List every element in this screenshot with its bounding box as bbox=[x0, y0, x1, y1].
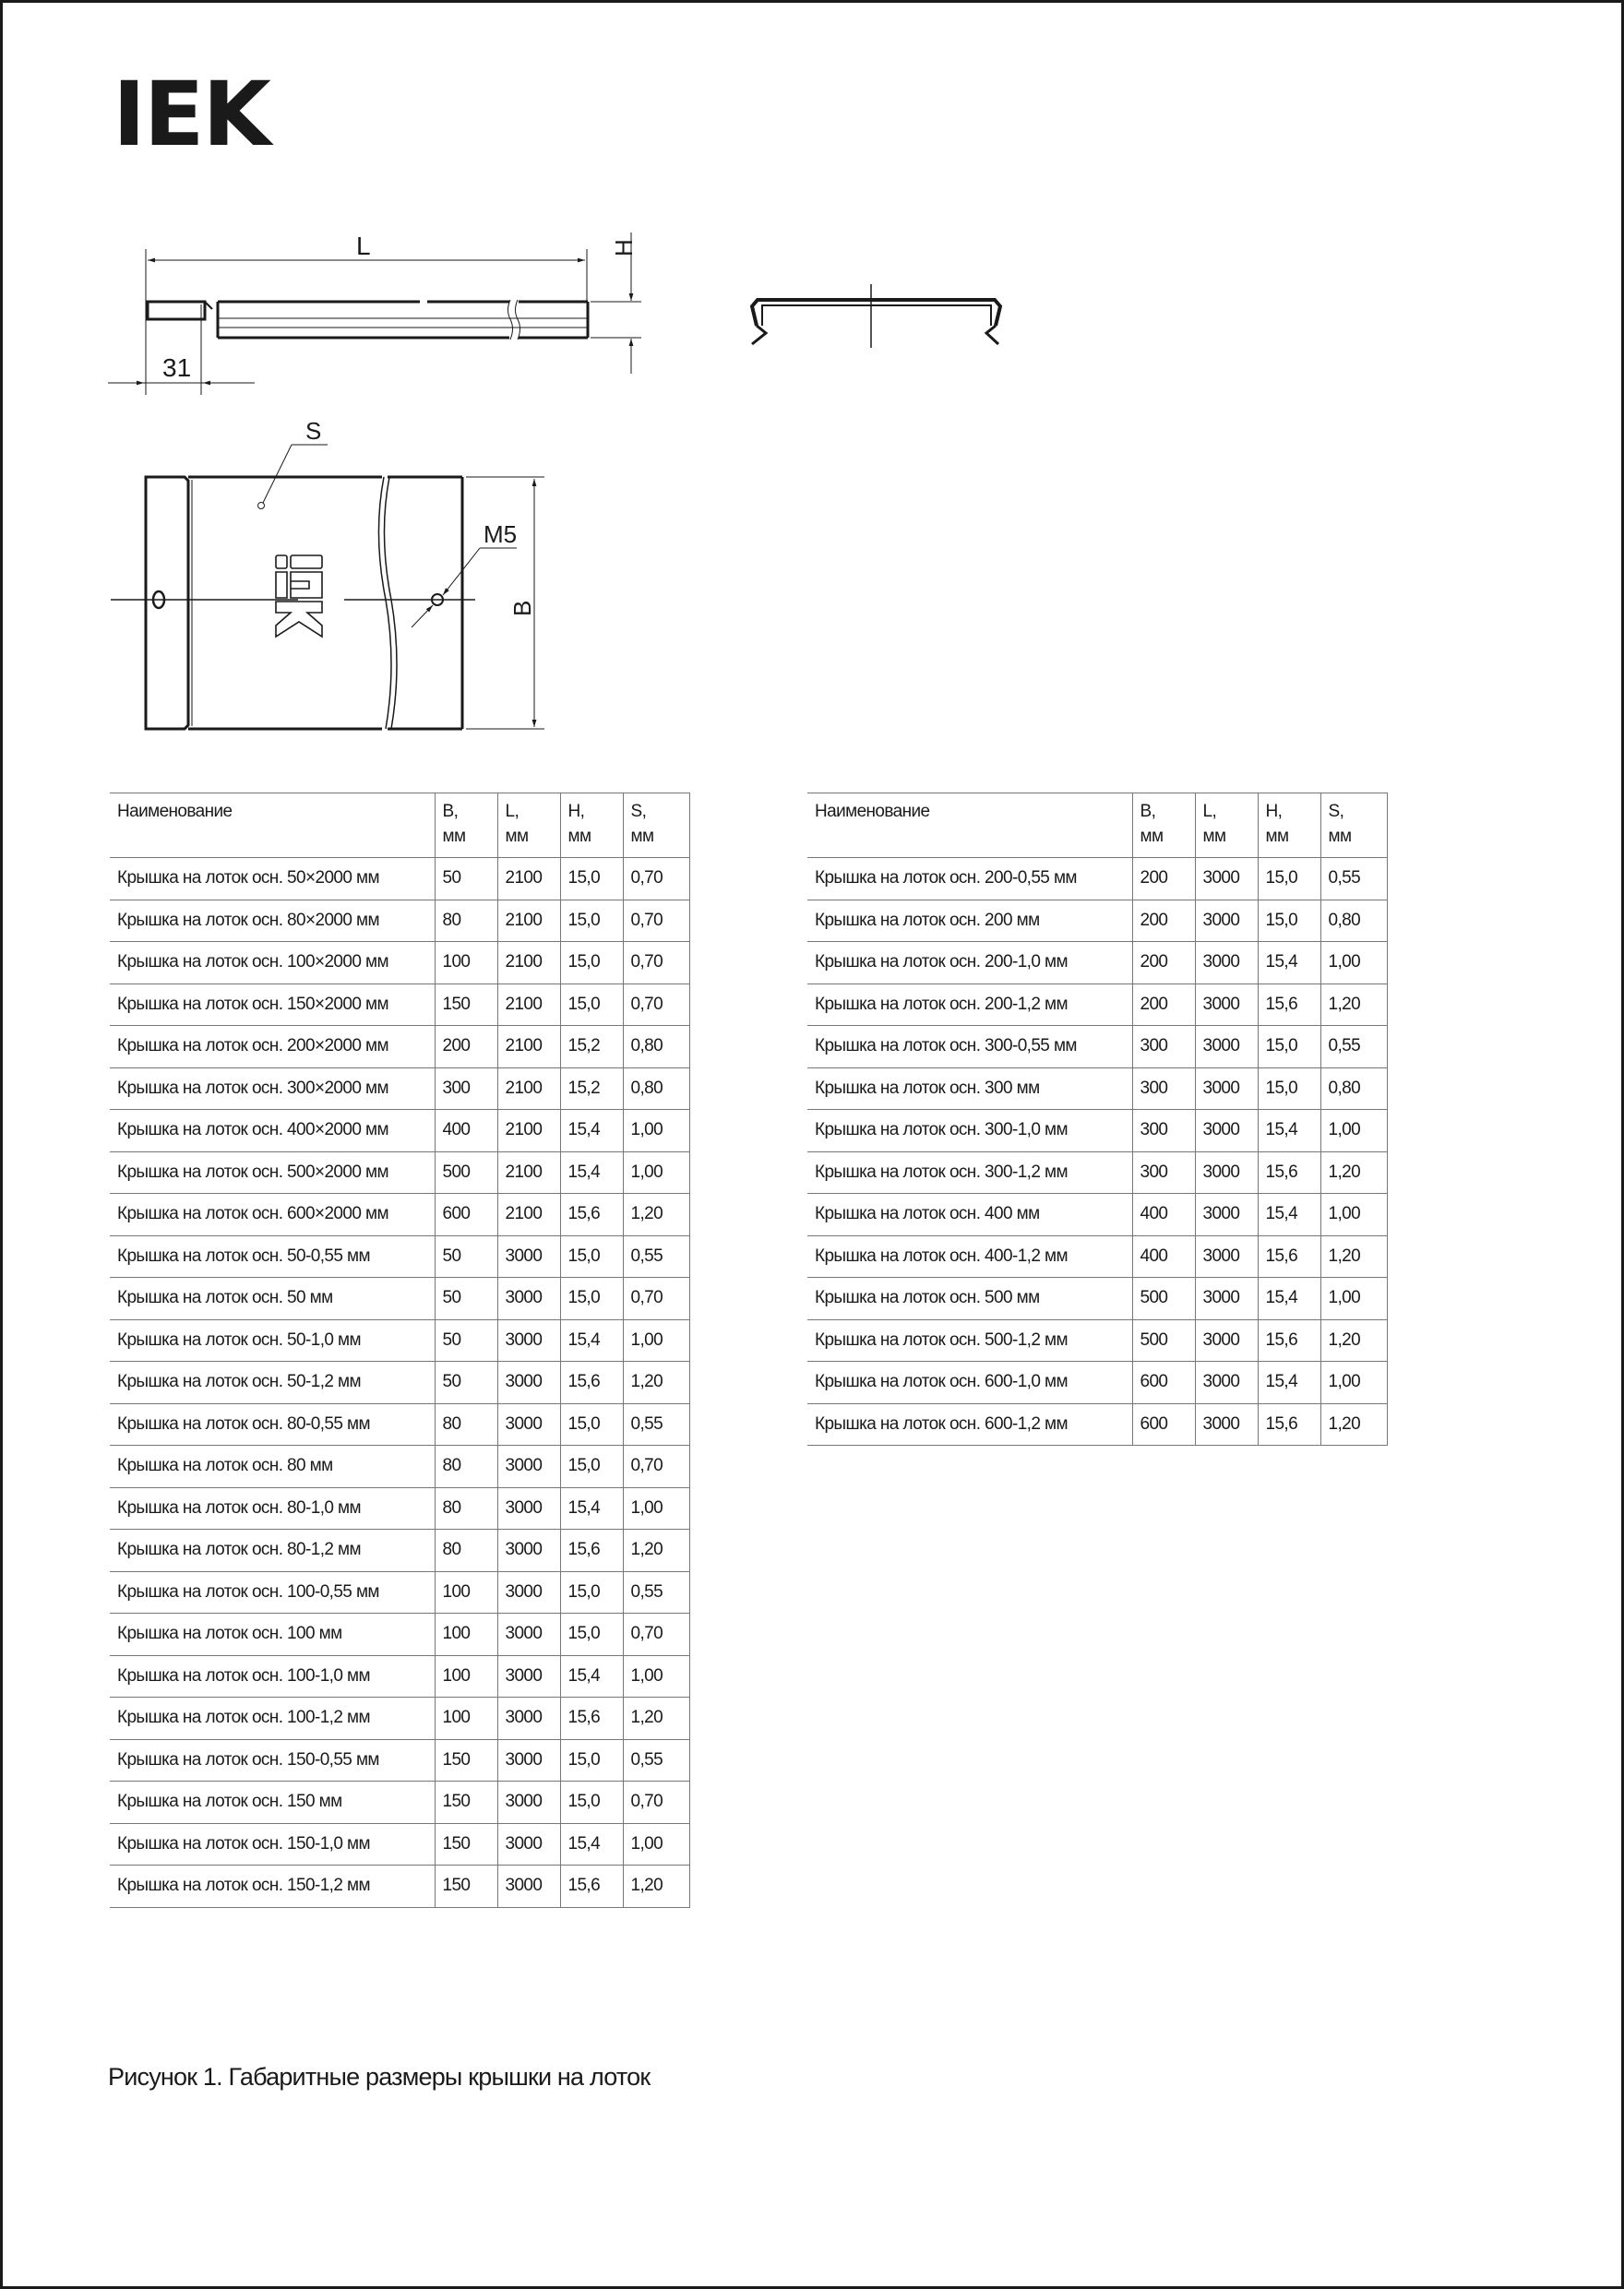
cell-h: 15,6 bbox=[560, 1866, 623, 1908]
header-s-label: S, bbox=[1328, 802, 1344, 821]
cell-s: 0,70 bbox=[623, 900, 689, 942]
cell-l: 3000 bbox=[497, 1698, 560, 1740]
cell-l: 3000 bbox=[497, 1403, 560, 1446]
cell-l: 3000 bbox=[1195, 1403, 1258, 1446]
cell-h: 15,0 bbox=[560, 942, 623, 984]
cell-b: 600 bbox=[1132, 1403, 1195, 1446]
table-row bbox=[110, 1530, 689, 1572]
cell-name: Крышка на лоток осн. 300×2000 мм bbox=[110, 1067, 435, 1110]
header-l bbox=[497, 793, 560, 858]
cell-l: 3000 bbox=[497, 1866, 560, 1908]
dim-label-S: S bbox=[305, 417, 322, 445]
cell-b: 200 bbox=[435, 1026, 497, 1068]
cell-s: 0,70 bbox=[623, 984, 689, 1026]
cell-h: 15,6 bbox=[1258, 1319, 1320, 1362]
cell-name: Крышка на лоток осн. 80-0,55 мм bbox=[110, 1403, 435, 1446]
cell-name: Крышка на лоток осн. 50-0,55 мм bbox=[110, 1235, 435, 1278]
cell-h: 15,0 bbox=[560, 1403, 623, 1446]
cell-b: 50 bbox=[435, 1278, 497, 1320]
cell-name: Крышка на лоток осн. 50-1,0 мм bbox=[110, 1319, 435, 1362]
cell-l: 3000 bbox=[1195, 1278, 1258, 1320]
iek-logo: IEK bbox=[113, 63, 269, 166]
cell-b: 300 bbox=[1132, 1110, 1195, 1152]
spec-table-left bbox=[110, 793, 690, 1908]
cell-h: 15,4 bbox=[560, 1823, 623, 1866]
cell-l: 2100 bbox=[497, 1026, 560, 1068]
cell-l: 3000 bbox=[1195, 1319, 1258, 1362]
cell-b: 150 bbox=[435, 1823, 497, 1866]
cell-name: Крышка на лоток осн. 200 мм bbox=[807, 900, 1132, 942]
table-row bbox=[110, 1278, 689, 1320]
cell-b: 400 bbox=[435, 1110, 497, 1152]
table-row bbox=[807, 1319, 1387, 1362]
cell-name: Крышка на лоток осн. 150-0,55 мм bbox=[110, 1739, 435, 1782]
cell-name: Крышка на лоток осн. 400 мм bbox=[807, 1194, 1132, 1236]
header-s-unit: мм bbox=[1328, 827, 1352, 846]
table-row bbox=[807, 1362, 1387, 1404]
cell-h: 15,0 bbox=[560, 1614, 623, 1656]
cell-h: 15,6 bbox=[560, 1362, 623, 1404]
cell-s: 1,20 bbox=[1320, 1235, 1387, 1278]
cell-b: 150 bbox=[435, 1866, 497, 1908]
table-row bbox=[110, 1487, 689, 1530]
table-row bbox=[110, 1319, 689, 1362]
spec-table-right bbox=[807, 793, 1388, 1446]
cell-b: 100 bbox=[435, 1698, 497, 1740]
cell-l: 3000 bbox=[497, 1487, 560, 1530]
technical-drawing bbox=[0, 0, 1624, 757]
cell-b: 50 bbox=[435, 1319, 497, 1362]
cell-h: 15,6 bbox=[560, 1194, 623, 1236]
cell-h: 15,0 bbox=[560, 984, 623, 1026]
cell-b: 80 bbox=[435, 1487, 497, 1530]
header-name-label: Наименование bbox=[117, 802, 233, 821]
cell-s: 0,80 bbox=[1320, 1067, 1387, 1110]
cell-l: 2100 bbox=[497, 984, 560, 1026]
header-h-label: H, bbox=[567, 802, 585, 821]
table-row bbox=[807, 984, 1387, 1026]
cell-s: 1,20 bbox=[623, 1698, 689, 1740]
cell-b: 80 bbox=[435, 1446, 497, 1488]
cell-l: 3000 bbox=[1195, 1067, 1258, 1110]
cell-s: 1,00 bbox=[623, 1655, 689, 1698]
cell-h: 15,4 bbox=[560, 1487, 623, 1530]
cell-name: Крышка на лоток осн. 100-1,0 мм bbox=[110, 1655, 435, 1698]
cell-name: Крышка на лоток осн. 100×2000 мм bbox=[110, 942, 435, 984]
cell-s: 0,55 bbox=[623, 1739, 689, 1782]
cell-h: 15,2 bbox=[560, 1067, 623, 1110]
header-b-label: B, bbox=[442, 802, 459, 821]
table-row bbox=[807, 1194, 1387, 1236]
header-l-label: L, bbox=[505, 802, 519, 821]
table-row bbox=[110, 942, 689, 984]
cell-l: 3000 bbox=[497, 1614, 560, 1656]
table-row bbox=[110, 1655, 689, 1698]
cell-s: 0,70 bbox=[623, 1614, 689, 1656]
table-row bbox=[110, 1067, 689, 1110]
cell-b: 200 bbox=[1132, 984, 1195, 1026]
cell-s: 1,20 bbox=[1320, 1403, 1387, 1446]
cell-l: 3000 bbox=[1195, 942, 1258, 984]
cell-name: Крышка на лоток осн. 300-0,55 мм bbox=[807, 1026, 1132, 1068]
cell-name: Крышка на лоток осн. 150-1,0 мм bbox=[110, 1823, 435, 1866]
cell-s: 1,00 bbox=[623, 1487, 689, 1530]
cell-l: 2100 bbox=[497, 1110, 560, 1152]
cell-s: 0,70 bbox=[623, 1278, 689, 1320]
cell-h: 15,0 bbox=[560, 1782, 623, 1824]
cell-b: 400 bbox=[1132, 1235, 1195, 1278]
cell-h: 15,4 bbox=[1258, 1110, 1320, 1152]
cell-name: Крышка на лоток осн. 400×2000 мм bbox=[110, 1110, 435, 1152]
header-b-unit: мм bbox=[1140, 827, 1164, 846]
cell-s: 1,20 bbox=[623, 1362, 689, 1404]
cell-h: 15,0 bbox=[560, 858, 623, 900]
cell-l: 3000 bbox=[497, 1823, 560, 1866]
cell-h: 15,0 bbox=[1258, 1026, 1320, 1068]
cell-name: Крышка на лоток осн. 50-1,2 мм bbox=[110, 1362, 435, 1404]
table-row bbox=[110, 1235, 689, 1278]
cell-l: 2100 bbox=[497, 942, 560, 984]
cell-l: 3000 bbox=[497, 1655, 560, 1698]
cell-name: Крышка на лоток осн. 150-1,2 мм bbox=[110, 1866, 435, 1908]
cell-b: 300 bbox=[1132, 1151, 1195, 1194]
cell-l: 3000 bbox=[497, 1739, 560, 1782]
cross-section bbox=[752, 284, 1000, 348]
table-row bbox=[110, 858, 689, 900]
header-b-label: B, bbox=[1140, 802, 1156, 821]
header-b bbox=[435, 793, 497, 858]
header-h bbox=[560, 793, 623, 858]
table-header-row bbox=[110, 793, 689, 858]
cell-l: 3000 bbox=[497, 1362, 560, 1404]
cell-h: 15,4 bbox=[1258, 1362, 1320, 1404]
cell-h: 15,6 bbox=[560, 1530, 623, 1572]
table-row bbox=[110, 1403, 689, 1446]
cell-l: 3000 bbox=[497, 1571, 560, 1614]
cell-b: 100 bbox=[435, 1614, 497, 1656]
header-s bbox=[1320, 793, 1387, 858]
cell-h: 15,0 bbox=[1258, 858, 1320, 900]
cell-l: 3000 bbox=[1195, 1026, 1258, 1068]
header-name bbox=[807, 793, 1132, 858]
cell-l: 2100 bbox=[497, 1151, 560, 1194]
cell-name: Крышка на лоток осн. 50×2000 мм bbox=[110, 858, 435, 900]
cell-s: 1,00 bbox=[623, 1319, 689, 1362]
table-row bbox=[807, 1026, 1387, 1068]
table-row bbox=[110, 1866, 689, 1908]
cell-name: Крышка на лоток осн. 600-1,2 мм bbox=[807, 1403, 1132, 1446]
table-row bbox=[110, 1698, 689, 1740]
cell-h: 15,6 bbox=[560, 1698, 623, 1740]
header-h bbox=[1258, 793, 1320, 858]
cell-h: 15,0 bbox=[1258, 1067, 1320, 1110]
cell-s: 0,55 bbox=[623, 1571, 689, 1614]
cell-s: 1,00 bbox=[1320, 1194, 1387, 1236]
cell-b: 200 bbox=[1132, 900, 1195, 942]
cell-b: 300 bbox=[1132, 1067, 1195, 1110]
cell-b: 400 bbox=[1132, 1194, 1195, 1236]
cell-h: 15,0 bbox=[560, 1278, 623, 1320]
cell-s: 1,20 bbox=[623, 1194, 689, 1236]
cell-b: 500 bbox=[435, 1151, 497, 1194]
cell-name: Крышка на лоток осн. 200×2000 мм bbox=[110, 1026, 435, 1068]
cell-s: 1,20 bbox=[623, 1530, 689, 1572]
cell-name: Крышка на лоток осн. 150×2000 мм bbox=[110, 984, 435, 1026]
cell-s: 0,70 bbox=[623, 942, 689, 984]
dim-label-M5: M5 bbox=[484, 520, 518, 548]
cell-name: Крышка на лоток осн. 80-1,0 мм bbox=[110, 1487, 435, 1530]
cell-name: Крышка на лоток осн. 400-1,2 мм bbox=[807, 1235, 1132, 1278]
cell-l: 3000 bbox=[497, 1782, 560, 1824]
cell-l: 2100 bbox=[497, 1194, 560, 1236]
table-row bbox=[807, 900, 1387, 942]
cell-l: 3000 bbox=[1195, 984, 1258, 1026]
cell-h: 15,2 bbox=[560, 1026, 623, 1068]
cell-b: 80 bbox=[435, 1403, 497, 1446]
cell-b: 50 bbox=[435, 858, 497, 900]
table-row bbox=[110, 984, 689, 1026]
cell-h: 15,0 bbox=[560, 1739, 623, 1782]
cell-name: Крышка на лоток осн. 50 мм bbox=[110, 1278, 435, 1320]
cell-name: Крышка на лоток осн. 80×2000 мм bbox=[110, 900, 435, 942]
cell-b: 200 bbox=[1132, 858, 1195, 900]
cell-s: 0,80 bbox=[1320, 900, 1387, 942]
cell-l: 3000 bbox=[497, 1235, 560, 1278]
cell-b: 600 bbox=[435, 1194, 497, 1236]
cell-b: 150 bbox=[435, 1782, 497, 1824]
cell-name: Крышка на лоток осн. 80-1,2 мм bbox=[110, 1530, 435, 1572]
cell-h: 15,6 bbox=[1258, 984, 1320, 1026]
cell-b: 100 bbox=[435, 1571, 497, 1614]
cell-h: 15,0 bbox=[560, 900, 623, 942]
cell-name: Крышка на лоток осн. 600×2000 мм bbox=[110, 1194, 435, 1236]
cell-l: 3000 bbox=[1195, 900, 1258, 942]
cell-l: 2100 bbox=[497, 858, 560, 900]
cell-name: Крышка на лоток осн. 600-1,0 мм bbox=[807, 1362, 1132, 1404]
dim-label-B: B bbox=[508, 600, 536, 616]
cell-b: 600 bbox=[1132, 1362, 1195, 1404]
table-row bbox=[807, 1151, 1387, 1194]
table-row bbox=[110, 1614, 689, 1656]
header-l-unit: мм bbox=[505, 827, 529, 846]
header-h-unit: мм bbox=[1265, 827, 1289, 846]
dim-label-H: H bbox=[610, 239, 638, 256]
cell-name: Крышка на лоток осн. 100-1,2 мм bbox=[110, 1698, 435, 1740]
header-b bbox=[1132, 793, 1195, 858]
cell-l: 2100 bbox=[497, 900, 560, 942]
cell-h: 15,0 bbox=[560, 1571, 623, 1614]
cell-h: 15,4 bbox=[560, 1110, 623, 1152]
cell-h: 15,6 bbox=[1258, 1403, 1320, 1446]
cell-h: 15,0 bbox=[1258, 900, 1320, 942]
cell-h: 15,4 bbox=[1258, 942, 1320, 984]
cell-h: 15,4 bbox=[560, 1319, 623, 1362]
table-row bbox=[110, 1782, 689, 1824]
header-name bbox=[110, 793, 435, 858]
cell-s: 0,80 bbox=[623, 1067, 689, 1110]
cell-name: Крышка на лоток осн. 500-1,2 мм bbox=[807, 1319, 1132, 1362]
cell-b: 80 bbox=[435, 1530, 497, 1572]
header-s-unit: мм bbox=[630, 827, 654, 846]
cell-h: 15,6 bbox=[1258, 1151, 1320, 1194]
dim-label-L: L bbox=[356, 232, 371, 260]
cell-s: 1,00 bbox=[1320, 942, 1387, 984]
header-l-unit: мм bbox=[1202, 827, 1226, 846]
cell-l: 3000 bbox=[1195, 1194, 1258, 1236]
cell-s: 0,70 bbox=[623, 1782, 689, 1824]
table-row bbox=[110, 1571, 689, 1614]
cell-l: 3000 bbox=[1195, 858, 1258, 900]
cell-name: Крышка на лоток осн. 500×2000 мм bbox=[110, 1151, 435, 1194]
table-row bbox=[807, 1067, 1387, 1110]
cell-b: 300 bbox=[1132, 1026, 1195, 1068]
header-s-label: S, bbox=[630, 802, 647, 821]
cell-h: 15,0 bbox=[560, 1446, 623, 1488]
cell-s: 1,00 bbox=[1320, 1110, 1387, 1152]
cell-name: Крышка на лоток осн. 200-0,55 мм bbox=[807, 858, 1132, 900]
cell-b: 500 bbox=[1132, 1278, 1195, 1320]
cell-name: Крышка на лоток осн. 200-1,0 мм bbox=[807, 942, 1132, 984]
table-row bbox=[110, 1110, 689, 1152]
table-row bbox=[807, 1235, 1387, 1278]
cell-s: 1,20 bbox=[623, 1866, 689, 1908]
cell-l: 3000 bbox=[497, 1446, 560, 1488]
cell-b: 50 bbox=[435, 1235, 497, 1278]
table-row bbox=[110, 1739, 689, 1782]
cell-b: 300 bbox=[435, 1067, 497, 1110]
cell-s: 1,00 bbox=[1320, 1362, 1387, 1404]
cell-b: 100 bbox=[435, 942, 497, 984]
cell-s: 0,80 bbox=[623, 1026, 689, 1068]
cell-l: 2100 bbox=[497, 1067, 560, 1110]
cell-l: 3000 bbox=[497, 1530, 560, 1572]
cell-s: 1,00 bbox=[623, 1151, 689, 1194]
cell-name: Крышка на лоток осн. 100 мм bbox=[110, 1614, 435, 1656]
cell-l: 3000 bbox=[1195, 1362, 1258, 1404]
cell-name: Крышка на лоток осн. 300 мм bbox=[807, 1067, 1132, 1110]
cell-s: 0,55 bbox=[1320, 1026, 1387, 1068]
header-s bbox=[623, 793, 689, 858]
cell-s: 0,55 bbox=[1320, 858, 1387, 900]
table-row bbox=[110, 1194, 689, 1236]
cell-name: Крышка на лоток осн. 500 мм bbox=[807, 1278, 1132, 1320]
cell-b: 500 bbox=[1132, 1319, 1195, 1362]
header-l bbox=[1195, 793, 1258, 858]
cell-s: 1,00 bbox=[1320, 1278, 1387, 1320]
cell-h: 15,4 bbox=[1258, 1194, 1320, 1236]
cell-s: 1,00 bbox=[623, 1110, 689, 1152]
cell-s: 0,70 bbox=[623, 858, 689, 900]
table-row bbox=[110, 1151, 689, 1194]
cell-name: Крышка на лоток осн. 80 мм bbox=[110, 1446, 435, 1488]
cell-s: 1,20 bbox=[1320, 1319, 1387, 1362]
cell-name: Крышка на лоток осн. 300-1,2 мм bbox=[807, 1151, 1132, 1194]
table-row bbox=[110, 1823, 689, 1866]
header-h-label: H, bbox=[1265, 802, 1283, 821]
cell-s: 1,00 bbox=[623, 1823, 689, 1866]
cell-h: 15,6 bbox=[1258, 1235, 1320, 1278]
cell-name: Крышка на лоток осн. 200-1,2 мм bbox=[807, 984, 1132, 1026]
cell-name: Крышка на лоток осн. 300-1,0 мм bbox=[807, 1110, 1132, 1152]
header-b-unit: мм bbox=[442, 827, 466, 846]
cell-l: 3000 bbox=[1195, 1151, 1258, 1194]
cell-h: 15,4 bbox=[1258, 1278, 1320, 1320]
cell-s: 0,70 bbox=[623, 1446, 689, 1488]
dim-label-31: 31 bbox=[162, 353, 192, 382]
header-l-label: L, bbox=[1202, 802, 1217, 821]
cell-h: 15,0 bbox=[560, 1235, 623, 1278]
cell-s: 0,55 bbox=[623, 1403, 689, 1446]
cell-h: 15,4 bbox=[560, 1655, 623, 1698]
table-row bbox=[110, 900, 689, 942]
cell-l: 3000 bbox=[1195, 1235, 1258, 1278]
top-view bbox=[111, 445, 544, 729]
table-row bbox=[807, 1110, 1387, 1152]
cell-b: 150 bbox=[435, 1739, 497, 1782]
cell-h: 15,4 bbox=[560, 1151, 623, 1194]
figure-caption: Рисунок 1. Габаритные размеры крышки на лоток bbox=[108, 2063, 651, 2091]
table-row bbox=[807, 1403, 1387, 1446]
cell-l: 3000 bbox=[1195, 1110, 1258, 1152]
cell-name: Крышка на лоток осн. 150 мм bbox=[110, 1782, 435, 1824]
cell-s: 1,20 bbox=[1320, 984, 1387, 1026]
table-row bbox=[807, 858, 1387, 900]
cell-b: 100 bbox=[435, 1655, 497, 1698]
cell-b: 200 bbox=[1132, 942, 1195, 984]
table-row bbox=[807, 1278, 1387, 1320]
cell-b: 50 bbox=[435, 1362, 497, 1404]
cell-b: 80 bbox=[435, 900, 497, 942]
table-row bbox=[110, 1026, 689, 1068]
header-h-unit: мм bbox=[567, 827, 591, 846]
table-row bbox=[110, 1362, 689, 1404]
cell-l: 3000 bbox=[497, 1278, 560, 1320]
cell-s: 0,55 bbox=[623, 1235, 689, 1278]
table-row bbox=[110, 1446, 689, 1488]
table-row bbox=[807, 942, 1387, 984]
embossed-logo-icon bbox=[276, 555, 322, 637]
header-name-label: Наименование bbox=[815, 802, 930, 821]
cell-l: 3000 bbox=[497, 1319, 560, 1362]
cell-name: Крышка на лоток осн. 100-0,55 мм bbox=[110, 1571, 435, 1614]
table-header-row bbox=[807, 793, 1387, 858]
cell-b: 150 bbox=[435, 984, 497, 1026]
cell-s: 1,20 bbox=[1320, 1151, 1387, 1194]
